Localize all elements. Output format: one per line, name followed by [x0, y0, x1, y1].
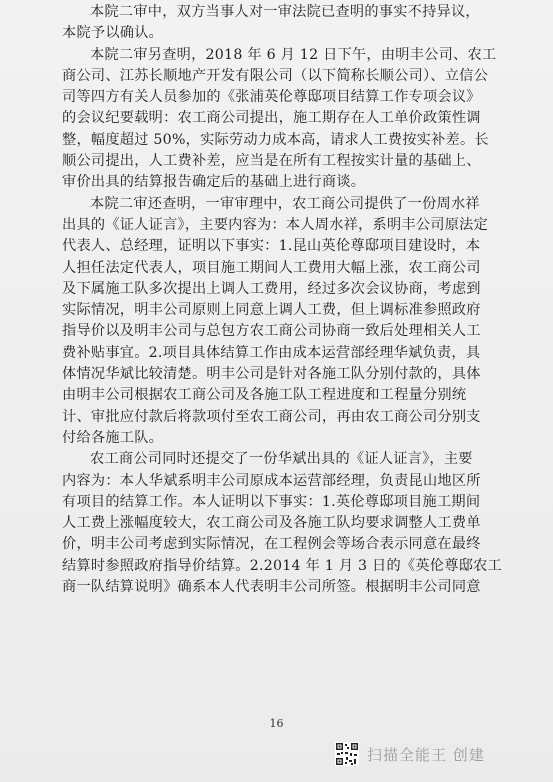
text-line: 商一队结算说明》确系本人代表明丰公司所签。根据明丰公司同意 [62, 579, 481, 596]
text-line: 指导价以及明丰公司与总包方农工商公司协商一致后处理相关人工 [62, 323, 481, 340]
scanner-watermark [335, 740, 485, 768]
text-line: 的会议纪要载明：农工商公司提出，施工期存在人工单价政策性调 [62, 110, 481, 127]
text-line: 出具的《证人证言》，主要内容为：本人周水祥，系明丰公司原法定 [62, 216, 489, 233]
text-line: 内容为：本人华斌系明丰公司原成本运营部经理，负责昆山地区所 [62, 472, 481, 489]
text-line: 计、审批应付款后将款项付至农工商公司，再由农工商公司分别支 [62, 408, 481, 425]
paragraph [62, 449, 502, 598]
text-line: 顺公司提出，人工费补差，应当是在所有工程按实计量的基础上、 [62, 153, 481, 170]
qr-code-icon [335, 742, 359, 766]
text-line: 本院二审另查明，2018 年 6 月 12 日下午，由明丰公司、农工 [90, 46, 497, 63]
text-line: 司等四方有关人员参加的《张浦英伦尊邸项目结算工作专项会议》 [62, 89, 481, 106]
document-body [62, 2, 502, 598]
text-line: 体情况华斌比较清楚。明丰公司是针对各施工队分别付款的，具体 [62, 366, 481, 383]
page-number: 16 [269, 717, 284, 730]
paragraph [62, 45, 502, 194]
text-line: 本院予以确认。 [62, 25, 164, 42]
text-line: 本院二审中，双方当事人对一审法院已查明的事实不持异议， [90, 4, 480, 20]
text-line: 本院二审还查明，一审审理中，农工商公司提供了一份周水祥 [90, 195, 480, 212]
text-line: 商公司、江苏长顺地产开发有限公司（以下简称长顺公司）、立信公 [62, 67, 489, 84]
text-line: 及下属施工队多次提出上调人工费用，经过多次会议协商，考虑到 [62, 280, 481, 297]
text-line: 人担任法定代表人，项目施工期间人工费用大幅上涨，农工商公司 [62, 259, 481, 276]
text-line: 整，幅度超过 50%，实际劳动力成本高，请求人工费按实补差。长 [62, 131, 489, 148]
text-line: 代表人、总经理，证明以下事实：1.昆山英伦尊邸项目建设时，本 [62, 238, 481, 255]
text-line: 价，明丰公司考虑到实际情况，在工程例会等场合表示同意在最终 [62, 536, 481, 553]
text-line: 实际情况，明丰公司原则上同意上调人工费，但上调标准参照政府 [62, 302, 481, 319]
paragraph [62, 2, 502, 45]
text-line: 农工商公司同时还提交了一份华斌出具的《证人证言》，主要 [90, 451, 473, 468]
text-line: 付给各施工队。 [62, 429, 164, 446]
text-line: 有项目的结算工作。本人证明以下事实：1.英伦尊邸项目施工期间 [62, 493, 481, 510]
paragraph [62, 194, 502, 450]
text-line: 由明丰公司根据农工商公司及各施工队工程进度和工程量分别统 [62, 387, 467, 404]
text-line: 人工费上涨幅度较大，农工商公司及各施工队均要求调整人工费单 [62, 515, 481, 532]
text-line: 审价出具的结算报告确定后的基础上进行商谈。 [62, 174, 366, 191]
brand-text: 扫描全能王 创建 [367, 745, 485, 764]
text-line: 费补贴事宜。2.项目具体结算工作由成本运营部经理华斌负责，具 [62, 344, 481, 361]
text-line: 结算时参照政府指导价结算。2.2014 年 1 月 3 日的《英伦尊邸农工 [62, 557, 502, 574]
